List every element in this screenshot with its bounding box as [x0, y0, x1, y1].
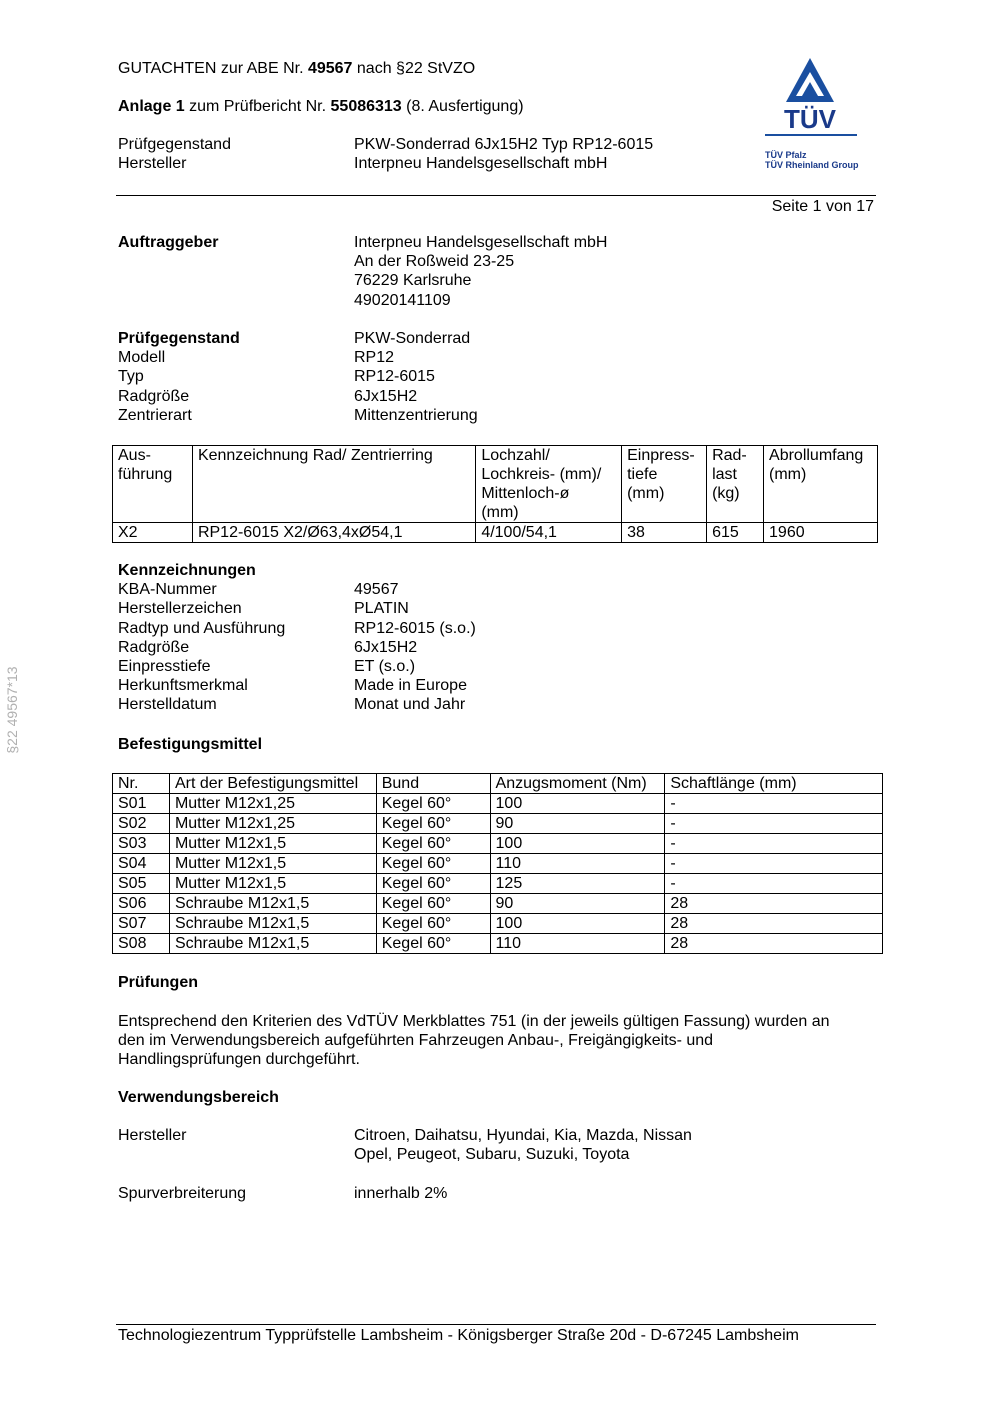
table-cell: Schraube M12x1,5 — [169, 914, 376, 934]
table-row — [113, 523, 878, 543]
table-cell: S06 — [113, 894, 170, 914]
footer-divider — [116, 1324, 876, 1325]
table-cell: Mutter M12x1,25 — [169, 814, 376, 834]
table-cell: - — [665, 794, 883, 814]
table-cell: Kegel 60° — [376, 834, 490, 854]
side-margin-text: §22 49567*13 — [4, 666, 20, 754]
section-title: Kennzeichnungen — [118, 562, 256, 579]
table-cell: Mutter M12x1,5 — [169, 854, 376, 874]
table-header-cell: Anzugsmoment (Nm) — [490, 774, 665, 794]
table-header-cell: Abrollumfang (mm) — [764, 446, 878, 523]
table-cell: 110 — [490, 854, 665, 874]
table-cell: 90 — [490, 814, 665, 834]
table-cell: S01 — [113, 794, 170, 814]
table-header-cell: Lochzahl/ Lochkreis- (mm)/ Mittenloch-ø (mm) — [476, 446, 622, 523]
table-header-cell: Nr. — [113, 774, 170, 794]
table-row — [113, 834, 883, 854]
table-cell: S08 — [113, 934, 170, 954]
appendix-line: Anlage 1 zum Prüfbericht Nr. 55086313 (8. Ausfertigung) — [118, 98, 524, 115]
pruefungen-text: Entsprechend den Kriterien des VdTÜV Merkblattes 751 (in der jeweils gültigen Fassung) wurden an den im Verwendungsbereich aufgeführten Fahrzeugen Anbau-, Freigängigkeits- und Handlingsprüfungen durchgeführt. — [118, 1013, 830, 1068]
table-cell: Mutter M12x1,5 — [169, 874, 376, 894]
table-cell: S04 — [113, 854, 170, 874]
table-cell: 38 — [622, 523, 707, 543]
table-cell: 28 — [665, 914, 883, 934]
table-cell: - — [665, 814, 883, 834]
table-header-row — [113, 774, 883, 794]
table-row — [113, 894, 883, 914]
table-row — [113, 874, 883, 894]
table-cell: Kegel 60° — [376, 814, 490, 834]
table-cell: Mutter M12x1,25 — [169, 794, 376, 814]
befestigung-title: Befestigungsmittel — [118, 736, 263, 753]
pruefungen-title: Prüfungen — [118, 974, 198, 991]
table-cell: Schraube M12x1,5 — [169, 894, 376, 914]
table-cell: - — [665, 874, 883, 894]
table-header-cell: Bund — [376, 774, 490, 794]
table-cell: - — [665, 854, 883, 874]
fastener-table — [112, 773, 883, 954]
table-cell: 90 — [490, 894, 665, 914]
table-cell: Kegel 60° — [376, 854, 490, 874]
table-header-cell: Kennzeichnung Rad/ Zentrierring — [192, 446, 475, 523]
wheel-table — [112, 445, 878, 543]
page-number: Seite 1 von 17 — [771, 198, 874, 215]
table-cell: X2 — [113, 523, 193, 543]
table-header-cell: Aus- führung — [113, 446, 193, 523]
table-cell: Kegel 60° — [376, 874, 490, 894]
table-row — [113, 934, 883, 954]
table-header-cell: Art der Befestigungsmittel — [169, 774, 376, 794]
table-cell: 4/100/54,1 — [476, 523, 622, 543]
table-cell: 110 — [490, 934, 665, 954]
table-row — [113, 794, 883, 814]
table-cell: 125 — [490, 874, 665, 894]
table-cell: S02 — [113, 814, 170, 834]
table-header-cell: Rad- last (kg) — [707, 446, 764, 523]
table-row — [113, 814, 883, 834]
table-row — [113, 914, 883, 934]
table-header-cell: Schaftlänge (mm) — [665, 774, 883, 794]
table-cell: 100 — [490, 794, 665, 814]
footer-address: Technologiezentrum Typprüfstelle Lambsheim - Königsberger Straße 20d - D-67245 Lambsheim — [118, 1327, 799, 1344]
logo-subtitle: TÜV Pfalz TÜV Rheinland Group — [765, 150, 859, 170]
header-divider — [116, 195, 876, 196]
table-cell: Kegel 60° — [376, 934, 490, 954]
logo-brand: TÜV — [784, 104, 836, 134]
table-cell: Mutter M12x1,5 — [169, 834, 376, 854]
table-cell: 28 — [665, 934, 883, 954]
table-row — [113, 854, 883, 874]
table-cell: 1960 — [764, 523, 878, 543]
table-cell: Kegel 60° — [376, 914, 490, 934]
table-cell: RP12-6015 X2/Ø63,4xØ54,1 — [192, 523, 475, 543]
verwendung-title: Verwendungsbereich — [118, 1089, 279, 1106]
table-cell: S07 — [113, 914, 170, 934]
table-header-cell: Einpress- tiefe (mm) — [622, 446, 707, 523]
table-cell: - — [665, 834, 883, 854]
table-cell: 615 — [707, 523, 764, 543]
table-cell: S03 — [113, 834, 170, 854]
table-cell: 28 — [665, 894, 883, 914]
table-cell: 100 — [490, 914, 665, 934]
report-title: GUTACHTEN zur ABE Nr. 49567 nach §22 StVZO — [118, 60, 476, 77]
table-cell: Kegel 60° — [376, 794, 490, 814]
table-cell: S05 — [113, 874, 170, 894]
table-cell: 100 — [490, 834, 665, 854]
table-header-row — [113, 446, 878, 523]
table-cell: Kegel 60° — [376, 894, 490, 914]
table-cell: Schraube M12x1,5 — [169, 934, 376, 954]
